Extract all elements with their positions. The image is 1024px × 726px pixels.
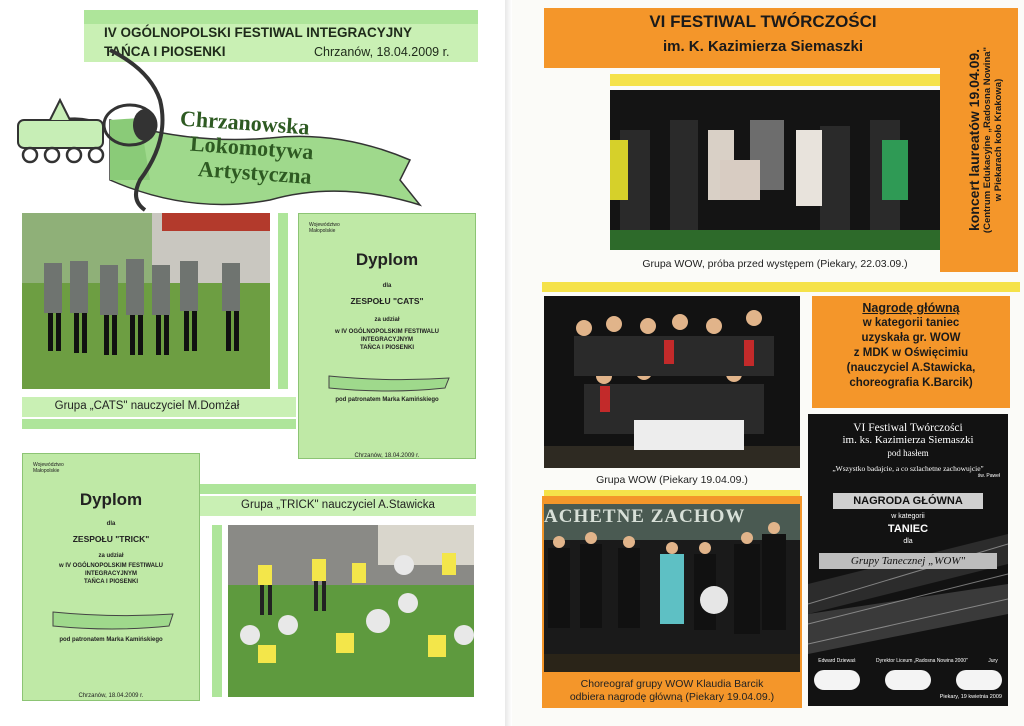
diploma-cats: Województwo Małopolskie Dyplom dla ZESPOŁU "CATS" za udział w IV OGÓLNOPOLSKIM FESTIWALU INTEGRACYJNYM TAŃCA I PIOSENKI pod patronatem Marka Kamińskiego Chrzanów, 18.04.2009 r. — [298, 213, 476, 459]
photo-ceremony — [544, 504, 800, 672]
right-page — [512, 0, 1024, 726]
festival-place-date: Chrzanów, 18.04.2009 r. — [314, 45, 450, 59]
diploma-cats-team: ZESPOŁU "CATS" — [350, 296, 424, 306]
festival-title: IV OGÓLNOPOLSKI FESTIWAL INTEGRACYJNY — [104, 25, 413, 40]
left-page — [0, 0, 508, 726]
logo-text-2: Lokomotywa — [189, 130, 315, 165]
right-header-subtitle: im. K. Kazimierza Siemaszki — [662, 38, 864, 55]
festival-subtitle: TAŃCA I PIOSENKI — [104, 44, 226, 59]
logo-text-1: Chrzanowska — [179, 105, 311, 140]
photo-cats-caption: Grupa „CATS" nauczyciel M.Domżał — [54, 400, 240, 412]
photo-trick-caption: Grupa „TRICK" nauczyciel A.Stawicka — [241, 499, 435, 511]
photo-wow-rehearsal-band — [610, 74, 940, 86]
header-band — [84, 10, 478, 24]
photo-wow-rehearsal — [610, 90, 940, 250]
certificate-prize: NAGRODA GŁÓWNA — [833, 493, 983, 509]
photo-wow-group-caption: Grupa WOW (Piekary 19.04.09.) — [596, 474, 748, 486]
stage-banner: ACHETNE ZACHOW — [544, 506, 746, 527]
diploma-cats-title: Dyplom — [355, 250, 419, 269]
diploma-trick-logo — [23, 586, 199, 636]
photo-ceremony-caption-1: Choreograf grupy WOW Klaudia Barcik — [580, 678, 764, 690]
concert-title: koncert laureatów 19.04.09. — [966, 48, 982, 232]
diploma-trick-title: Dyplom — [79, 490, 143, 509]
certificate-signatures — [814, 670, 1002, 690]
diploma-trick-team: ZESPOŁU "TRICK" — [72, 534, 150, 544]
diploma-trick: Województwo Małopolskie Dyplom dla ZESPOŁU "TRICK" za udział w IV OGÓLNOPOLSKIM FESTIWALU INTEGRACYJNYM TAŃCA I PIOSENKI pod patronatem Marka Kamińskiego Chrzanów, 18.04.2009 r. — [22, 453, 200, 701]
photo-cats-frame-right — [278, 213, 288, 389]
photo-cats — [22, 213, 270, 389]
photo-cats-caption-band — [22, 419, 296, 429]
certificate: VI Festiwal Twórczości im. ks. Kazimierza Siemaszki pod hasłem „Wszystko badajcie, a co szlachetne zachowujcie" św. Paweł NAGRODA GŁÓWNA w kategorii TANIEC dla Grupy Tanecznej „WOW" Edward Dziewaś Dyrektor Liceum „Radosna Nowina 2000" Jury Piekary, 19 kwietnia 2009 — [808, 414, 1008, 706]
photo-wow-group — [544, 296, 800, 468]
logo-text-3: Artystyczna — [197, 156, 313, 189]
photo-wow-rehearsal-caption: Grupa WOW, próba przed występem (Piekary, 22.03.09.) — [642, 258, 908, 270]
photo-trick-caption-band — [200, 484, 476, 494]
row-divider-yellow — [542, 282, 1020, 292]
photo-trick-frame-left — [212, 525, 222, 697]
certificate-category: TANIEC — [887, 523, 929, 535]
diploma-cats-logo — [299, 352, 475, 396]
certificate-winner: Grupy Tanecznej „WOW" — [819, 553, 997, 569]
concert-vertical-text: koncert laureatów 19.04.09. (Centrum Edukacyjne „Radosna Nowina" w Piekarach koło Krakowa) — [952, 8, 1018, 272]
right-header-title: VI FESTIWAL TWÓRCZOŚCI — [649, 12, 877, 31]
certificate-title: VI Festiwal Twórczości — [853, 422, 963, 434]
award-title: Nagrodę główną — [862, 301, 960, 315]
award-box-text: Nagrodę główną w kategorii taniec uzyskała gr. WOW z MDK w Oświęcimiu (nauczyciel A.Stawicka, choreografia K.Barcik) — [812, 301, 1010, 391]
photo-trick — [228, 525, 474, 697]
photo-ceremony-caption-2: odbiera nagrodę główną (Piekary 19.04.09.) — [569, 691, 775, 703]
